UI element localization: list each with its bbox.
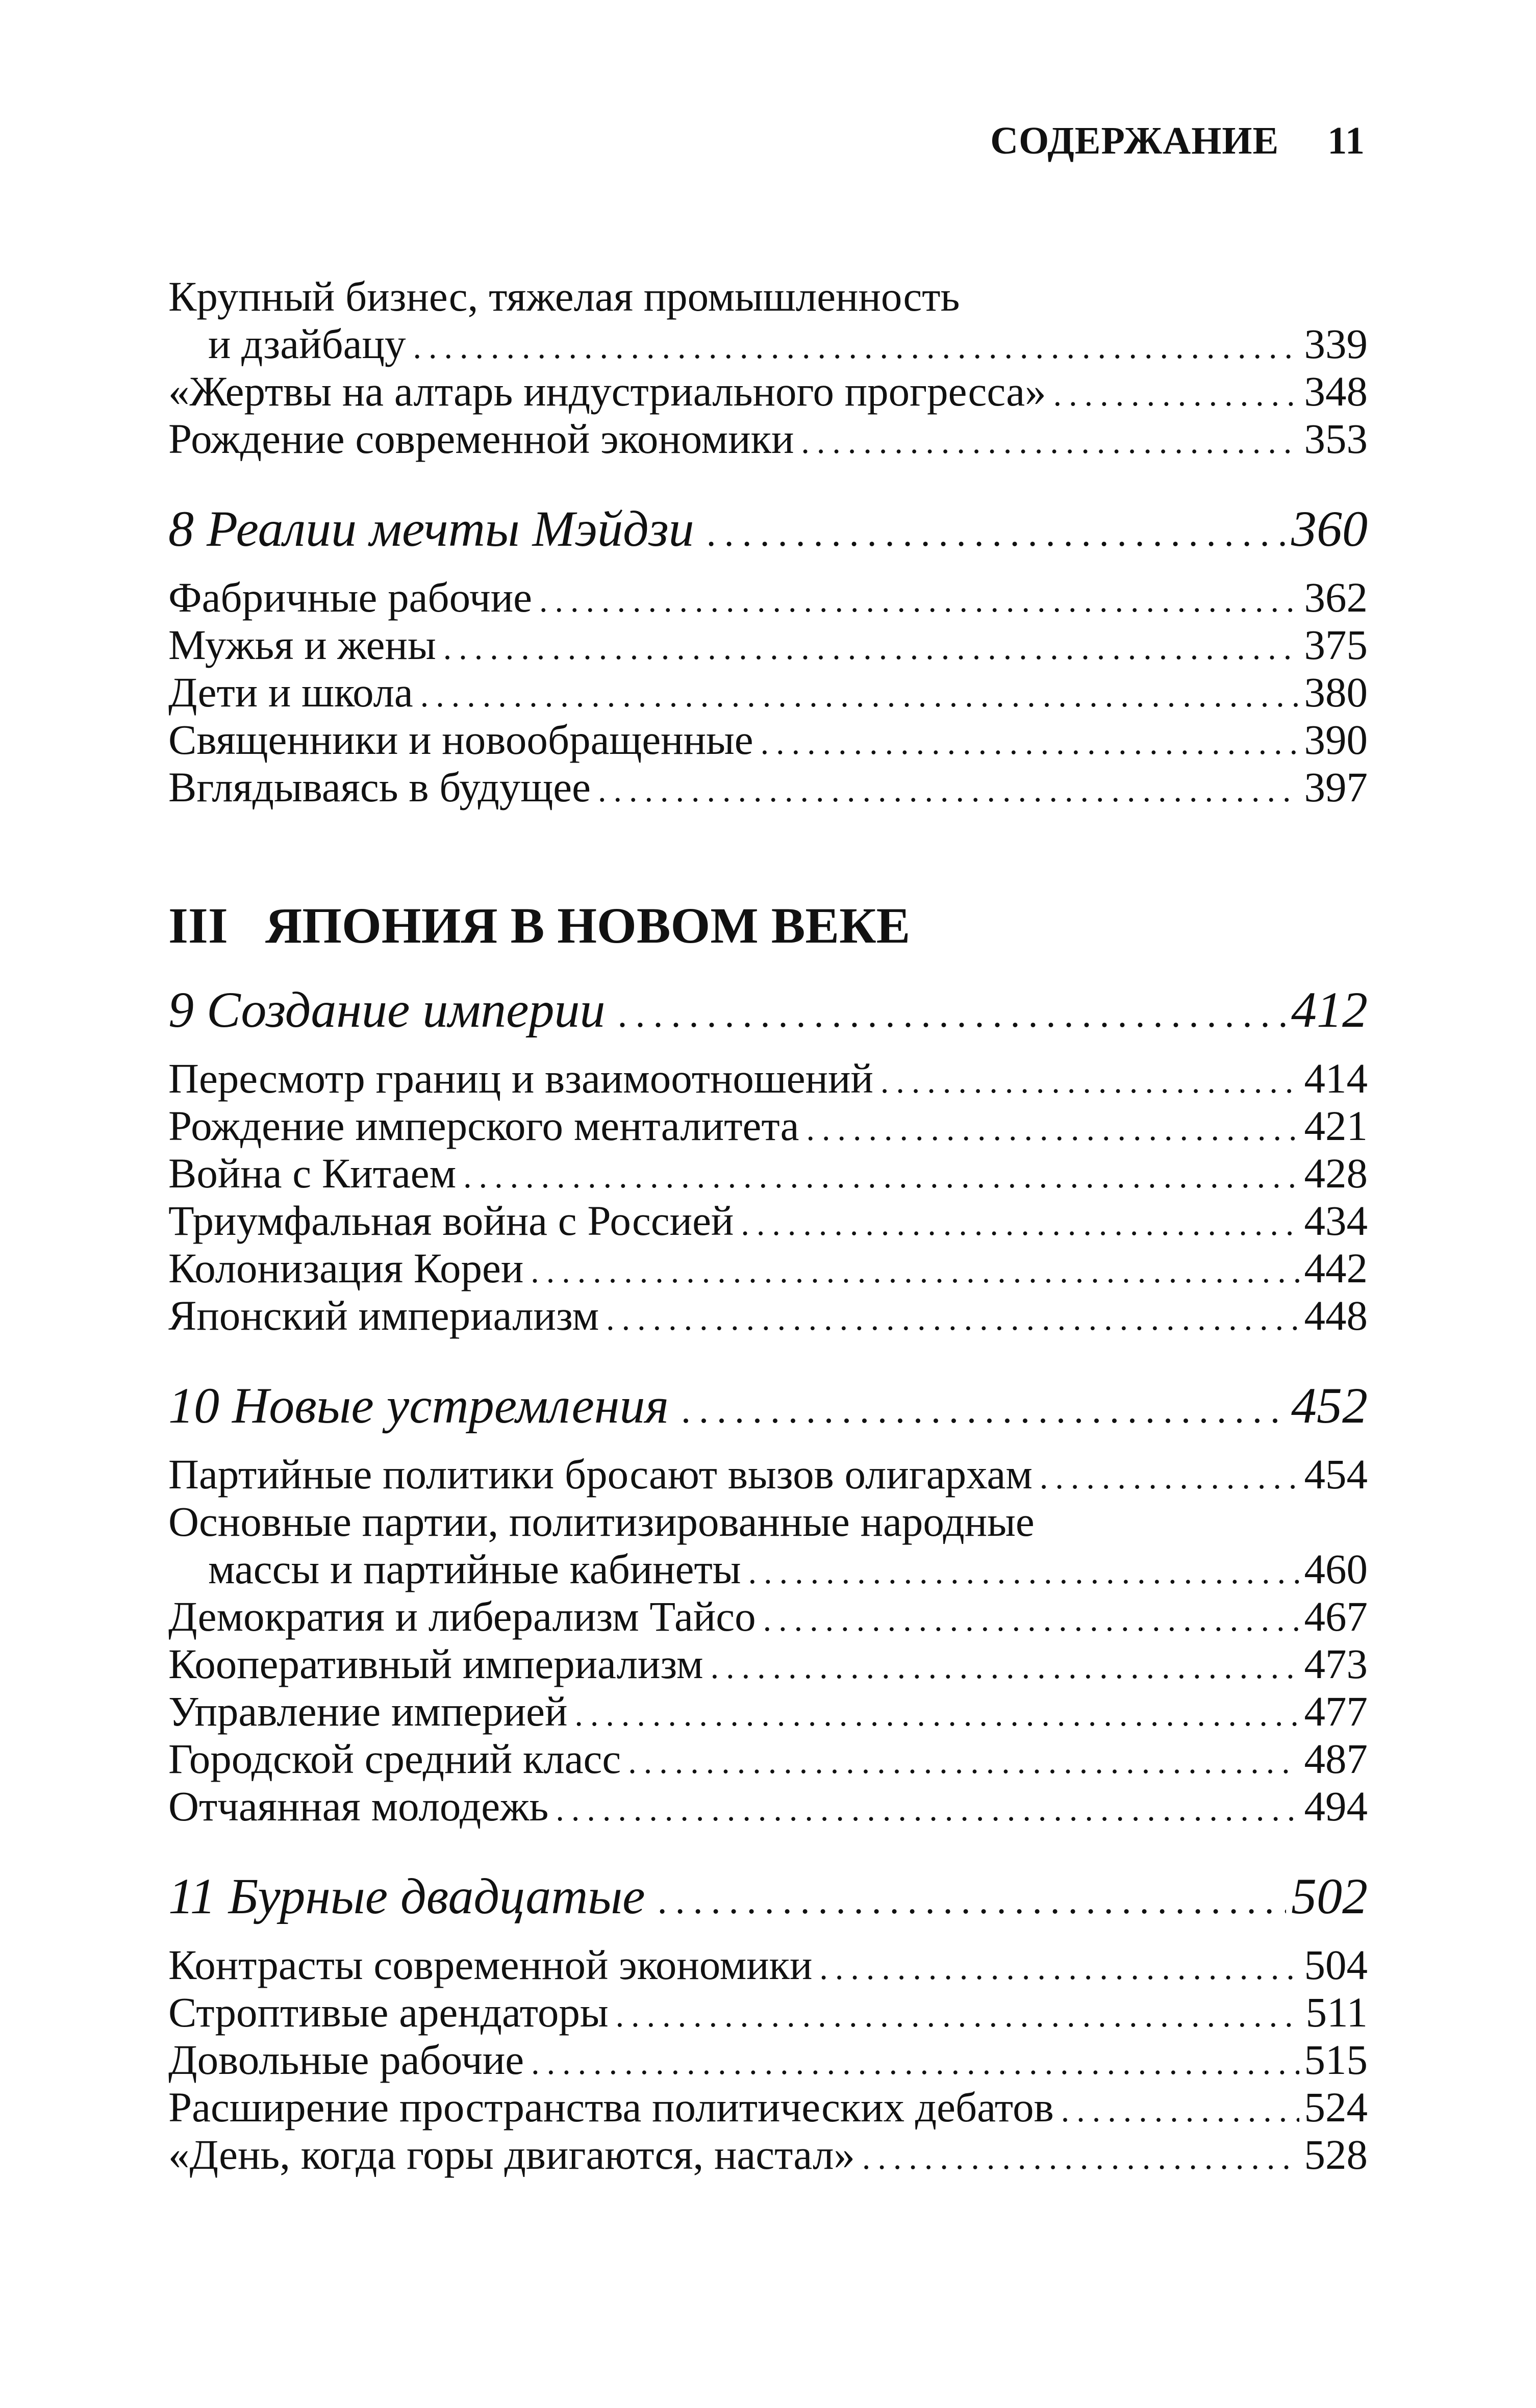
toc-entry-page: 454 <box>1304 1451 1368 1498</box>
toc-entry-page: 473 <box>1304 1640 1368 1687</box>
chapter-page: 502 <box>1291 1868 1368 1924</box>
toc-entry-title: Кооперативный империализм <box>168 1640 703 1687</box>
chapter-page: 412 <box>1291 981 1368 1038</box>
toc-entry-title: Городской средний класс <box>168 1735 621 1782</box>
toc-entry <box>168 1640 1368 1688</box>
toc-entry-page: 477 <box>1304 1688 1368 1735</box>
header-title: СОДЕРЖАНИЕ <box>990 119 1279 162</box>
toc-entry-title: Строптивые арендаторы <box>168 1989 609 2036</box>
leader-dots <box>1040 1454 1299 1501</box>
toc-entry-title: Японский империализм <box>168 1292 599 1339</box>
toc-entry-page: 524 <box>1304 2084 1368 2131</box>
chapter-title: 9 Создание империи <box>168 981 606 1038</box>
toc-entry-page: 390 <box>1304 716 1368 763</box>
toc-entry-line1: Крупный бизнес, тяжелая промышленность <box>168 273 960 320</box>
toc-entry <box>168 1941 1368 1989</box>
toc-entry-title: Вглядываясь в будущее <box>168 764 591 810</box>
toc-entry-page: 528 <box>1304 2131 1368 2178</box>
leader-dots <box>806 1105 1299 1153</box>
toc-entry-page: 467 <box>1304 1593 1368 1640</box>
toc-entry <box>168 764 1368 811</box>
toc-entry <box>168 368 1368 415</box>
toc-entry <box>168 1735 1368 1783</box>
leader-dots <box>707 502 1286 564</box>
toc-entry <box>168 1292 1368 1339</box>
toc-entry <box>168 1498 1368 1593</box>
chapter-title: 8 Реалии мечты Мэйдзи <box>168 500 694 557</box>
toc-entry-page: 511 <box>1305 1989 1368 2036</box>
toc-entry <box>168 1055 1368 1102</box>
toc-entry-title: Партийные политики бросают вызов олигархам <box>168 1451 1033 1498</box>
toc-entry <box>168 273 1368 368</box>
toc-entry <box>168 669 1368 716</box>
toc-entry-title: Довольные рабочие <box>168 2036 524 2083</box>
leader-dots <box>616 1992 1301 2039</box>
toc-entry-page: 375 <box>1304 621 1368 668</box>
toc-entry-title: Фабричные рабочие <box>168 574 532 621</box>
toc-entry-title: Рождение имперского менталитета <box>168 1102 799 1149</box>
toc-entry-page: 428 <box>1304 1150 1368 1197</box>
part-heading <box>168 893 1368 959</box>
toc-entry-title: Мужья и жены <box>168 621 436 668</box>
toc-entry <box>168 2131 1368 2178</box>
leader-dots <box>556 1786 1299 1833</box>
toc-entry-page: 434 <box>1304 1197 1368 1244</box>
leader-dots <box>531 1248 1299 1295</box>
leader-dots <box>413 323 1299 371</box>
leader-dots <box>1061 2087 1299 2134</box>
toc-entry-page: 494 <box>1304 1783 1368 1830</box>
toc-entry-line1: Основные партии, политизированные народные <box>168 1498 1035 1545</box>
toc-entry-title: Дети и школа <box>168 669 413 716</box>
toc-entry-page: 442 <box>1304 1245 1368 1291</box>
toc-entry-page: 421 <box>1304 1102 1368 1149</box>
toc-entry-title: Рождение современной экономики <box>168 415 794 462</box>
toc-entry-title: Демократия и либерализм Тайсо <box>168 1593 756 1640</box>
toc-entry-page: 362 <box>1304 574 1368 621</box>
leader-dots <box>862 2134 1299 2182</box>
toc-entry-page: 460 <box>1304 1545 1368 1592</box>
leader-dots <box>539 577 1299 624</box>
running-header <box>990 119 1365 163</box>
toc-entry-title: «День, когда горы двигаются, настал» <box>168 2131 855 2178</box>
part-number: III <box>168 897 228 954</box>
toc-entry <box>168 1197 1368 1245</box>
toc-entry-page: 348 <box>1304 368 1368 415</box>
toc-entry <box>168 1989 1368 2036</box>
toc-entry <box>168 1451 1368 1498</box>
chapter-title: 10 Новые устремления <box>168 1377 669 1434</box>
chapter-page: 452 <box>1291 1377 1368 1434</box>
toc-entry <box>168 621 1368 669</box>
leader-dots <box>880 1058 1299 1105</box>
toc-entry <box>168 1688 1368 1735</box>
chapter-title: 11 Бурные двадцатые <box>168 1868 645 1924</box>
toc-entry-page: 504 <box>1304 1941 1368 1988</box>
leader-dots <box>463 1153 1299 1200</box>
table-of-contents <box>168 273 1368 2178</box>
toc-entry-title: Управление империей <box>168 1688 568 1735</box>
leader-dots <box>681 1379 1286 1440</box>
toc-entry <box>168 2036 1368 2084</box>
toc-entry <box>168 415 1368 463</box>
leader-dots <box>443 624 1299 672</box>
toc-entry <box>168 1783 1368 1830</box>
toc-entry-title: Триумфальная война с Россией <box>168 1197 734 1244</box>
toc-entry-page: 380 <box>1304 669 1368 716</box>
toc-entry-page: 414 <box>1304 1055 1368 1102</box>
toc-entry <box>168 1593 1368 1640</box>
toc-entry-title: и дзайбацу <box>208 320 406 367</box>
toc-entry <box>168 574 1368 621</box>
toc-entry <box>168 1150 1368 1197</box>
leader-dots <box>819 1944 1299 1992</box>
leader-dots <box>598 767 1299 814</box>
chapter-page: 360 <box>1291 500 1368 557</box>
toc-entry <box>168 716 1368 764</box>
toc-entry-page: 339 <box>1304 320 1368 367</box>
leader-dots <box>618 983 1286 1045</box>
leader-dots <box>1053 371 1299 418</box>
toc-entry <box>168 1102 1368 1150</box>
leader-dots <box>763 1596 1299 1643</box>
leader-dots <box>801 418 1299 466</box>
toc-entry-title: Пересмотр границ и взаимоотношений <box>168 1055 873 1102</box>
toc-entry-title: Священники и новообращенные <box>168 716 753 763</box>
toc-entry-page: 487 <box>1304 1735 1368 1782</box>
toc-entry <box>168 1245 1368 1292</box>
toc-entry-page: 448 <box>1304 1292 1368 1339</box>
toc-entry-page: 515 <box>1304 2036 1368 2083</box>
toc-entry-title: Война с Китаем <box>168 1150 457 1197</box>
header-page-number: 11 <box>1327 119 1365 162</box>
toc-entry <box>168 2084 1368 2131</box>
chapter-heading <box>168 498 1368 560</box>
toc-entry-title: Расширение пространства политических дебатов <box>168 2084 1054 2131</box>
leader-dots <box>574 1691 1299 1738</box>
chapter-heading <box>168 1866 1368 1927</box>
toc-entry-page: 397 <box>1304 764 1368 810</box>
toc-entry-title: Отчаянная молодежь <box>168 1783 549 1830</box>
toc-entry-title: массы и партийные кабинеты <box>208 1545 741 1592</box>
leader-dots <box>658 1870 1286 1931</box>
leader-dots <box>628 1738 1299 1786</box>
toc-entry-title: Колонизация Кореи <box>168 1245 524 1291</box>
toc-entry-page: 353 <box>1304 415 1368 462</box>
leader-dots <box>531 2039 1299 2087</box>
leader-dots <box>606 1295 1299 1342</box>
toc-entry-title: Контрасты современной экономики <box>168 1941 813 1988</box>
leader-dots <box>711 1643 1299 1691</box>
part-title: ЯПОНИЯ В НОВОМ ВЕКЕ <box>265 897 911 954</box>
leader-dots <box>761 719 1299 767</box>
leader-dots <box>741 1200 1299 1248</box>
leader-dots <box>420 672 1299 719</box>
leader-dots <box>748 1549 1299 1596</box>
chapter-heading <box>168 979 1368 1041</box>
chapter-heading <box>168 1375 1368 1436</box>
toc-entry-title: «Жертвы на алтарь индустриального прогресса» <box>168 368 1046 415</box>
